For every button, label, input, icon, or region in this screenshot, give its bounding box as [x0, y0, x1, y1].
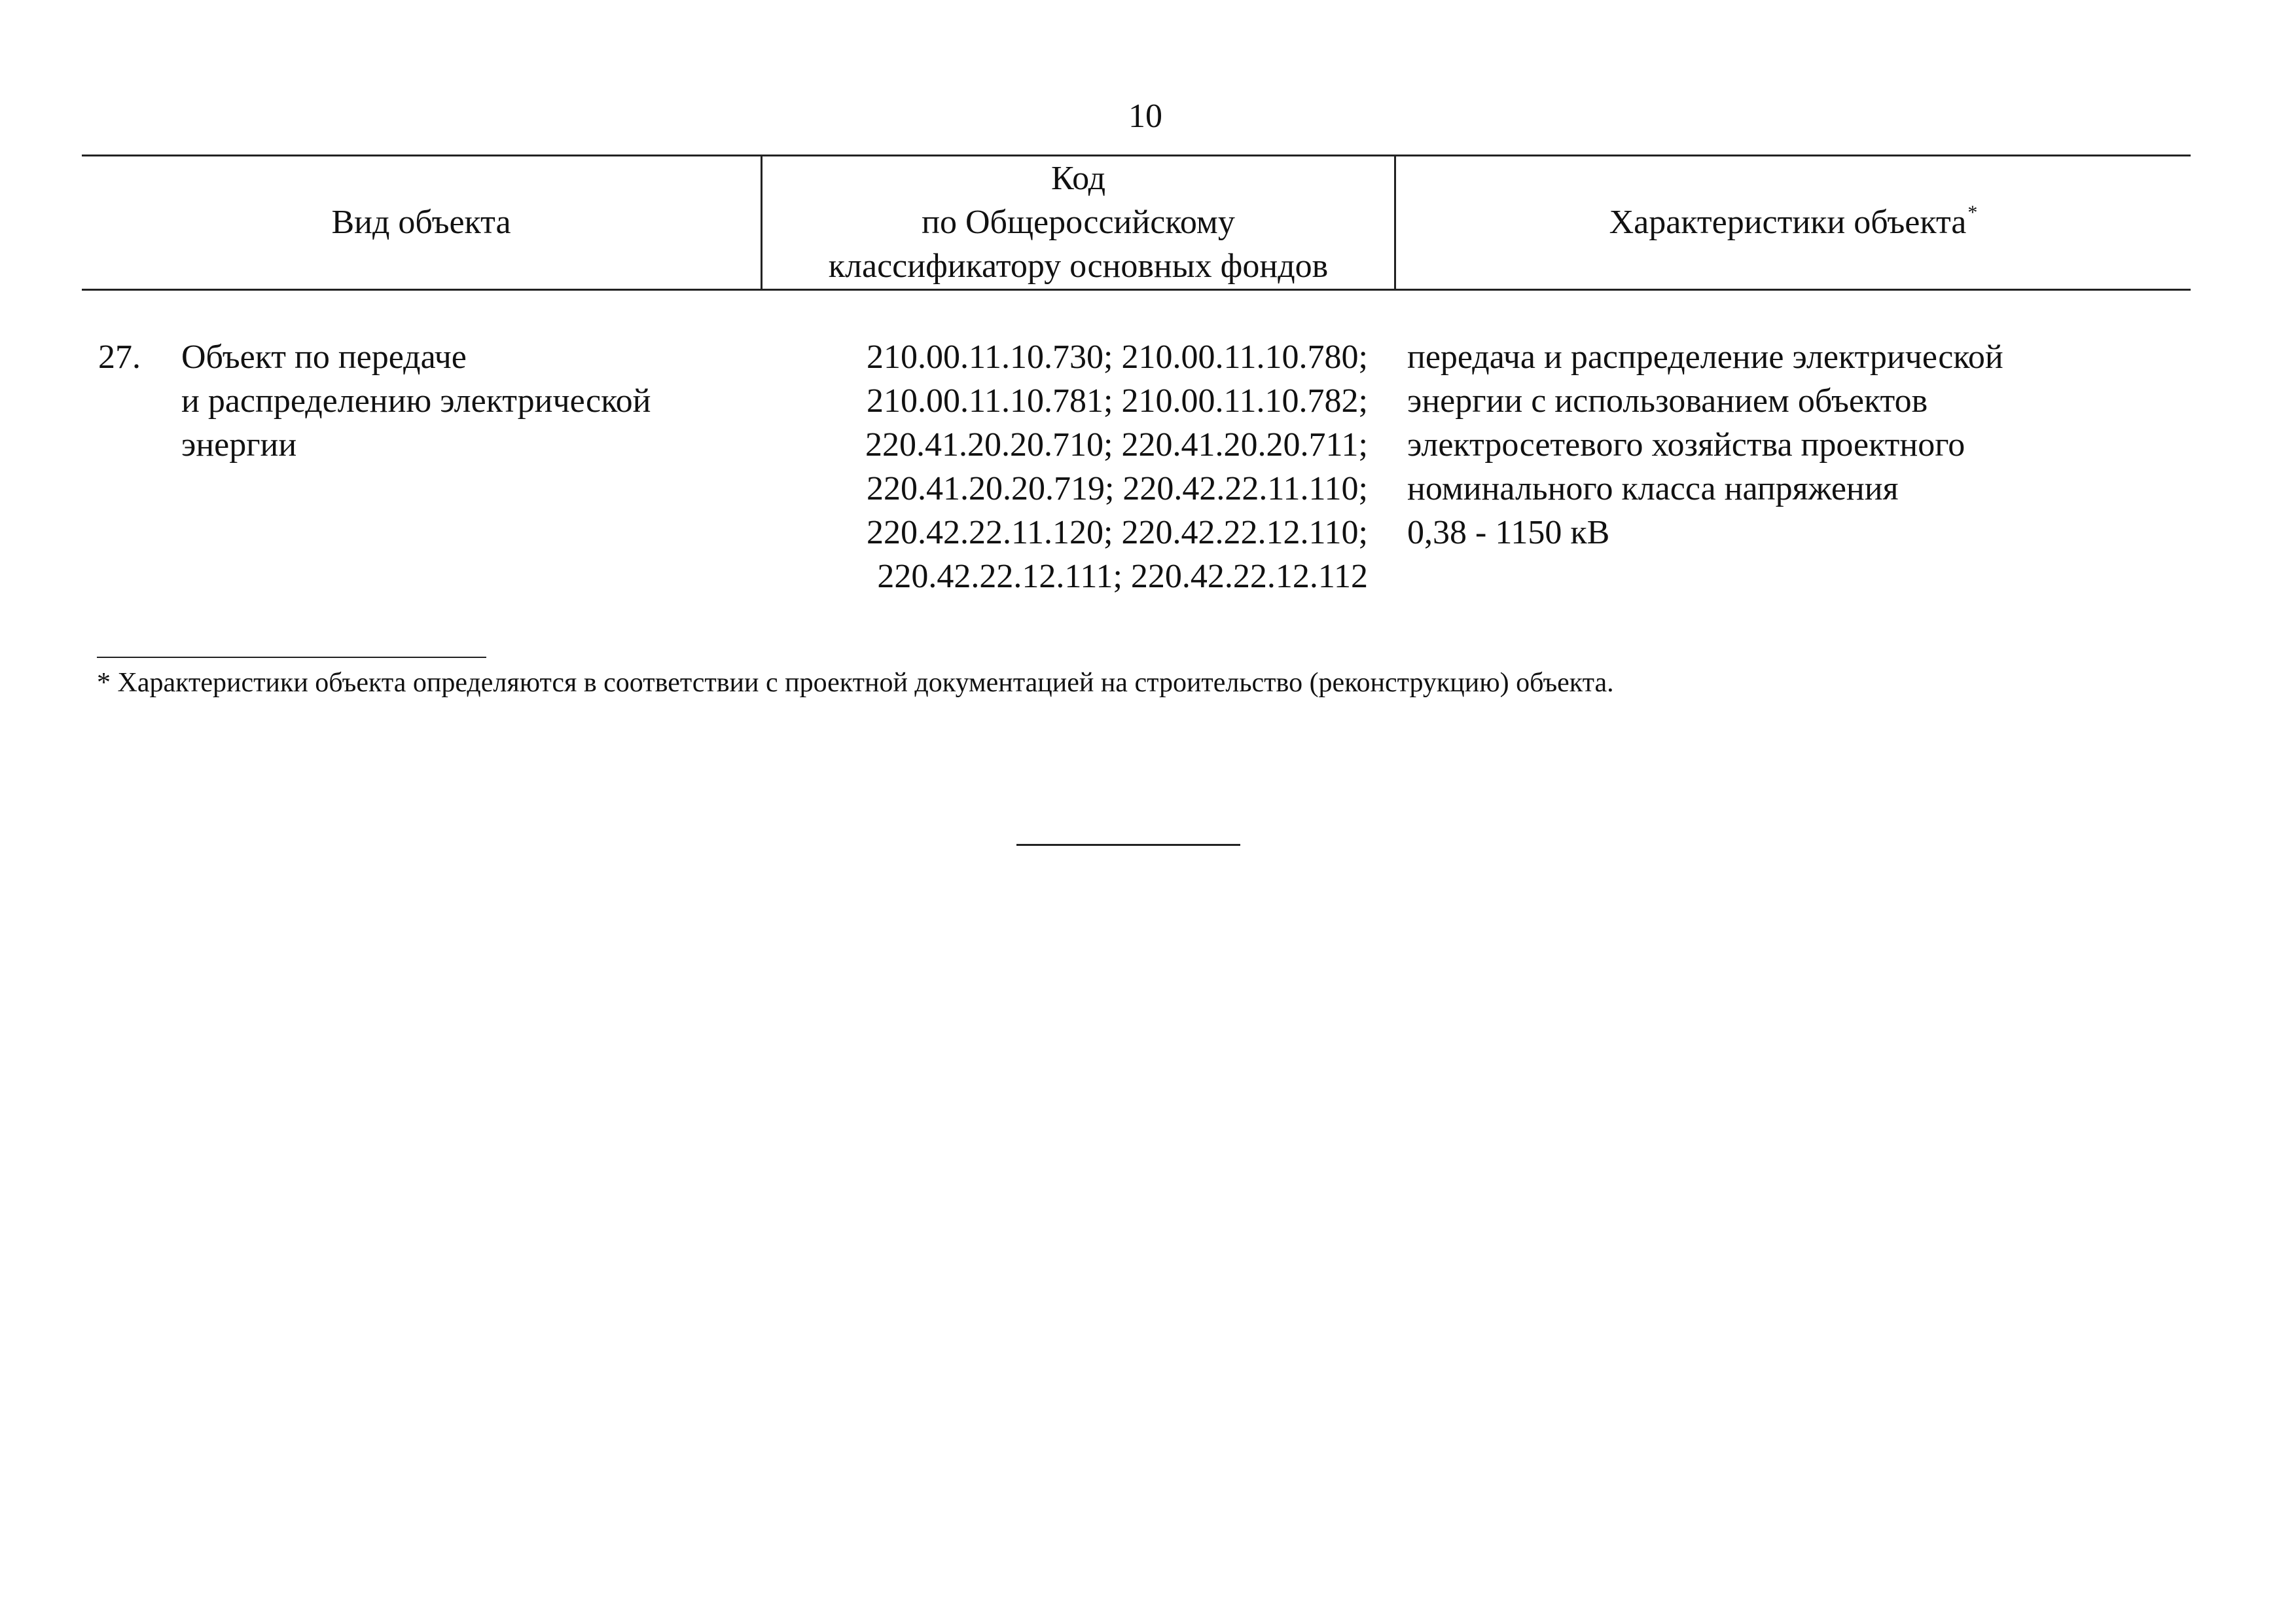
- page-number: 10: [1128, 98, 1162, 135]
- header-code: [762, 156, 1394, 288]
- header-code-line-2: по Общероссийскому: [922, 204, 1235, 241]
- header-object-type: [82, 200, 761, 244]
- row-characteristics-line: передача и распределение электрической: [1407, 338, 2003, 376]
- row-code-line: 210.00.11.10.781; 210.00.11.10.782;: [866, 382, 1368, 420]
- row-number: 27.: [98, 338, 141, 376]
- header-characteristics: [1396, 200, 2191, 249]
- row-codes: [759, 335, 1368, 598]
- row-characteristics-line: энергии с использованием объектов: [1407, 382, 1928, 420]
- header-characteristics-label: Характеристики объекта: [1609, 204, 1967, 241]
- row-code-line: 220.41.20.20.710; 220.41.20.20.711;: [865, 426, 1368, 464]
- row-object-type: [181, 335, 651, 467]
- row-characteristics-line: электросетевого хозяйства проектного: [1407, 426, 1965, 464]
- row-object-type-line: энергии: [181, 426, 297, 464]
- row-code-line: 220.41.20.20.719; 220.42.22.11.110;: [866, 470, 1368, 507]
- row-characteristics-line: 0,38 - 1150 кВ: [1407, 514, 1610, 551]
- end-rule: [1016, 844, 1240, 846]
- footnote-separator: [97, 657, 486, 658]
- row-code-line: 220.42.22.12.111; 220.42.22.12.112: [877, 558, 1368, 595]
- header-code-line-3: классификатору основных фондов: [828, 247, 1329, 285]
- row-characteristics: [1407, 335, 2003, 555]
- row-object-type-line: Объект по передаче: [181, 338, 467, 376]
- header-object-type-label: Вид объекта: [331, 204, 511, 241]
- table-header-bottom-rule: [82, 289, 2191, 291]
- row-code-line: 210.00.11.10.730; 210.00.11.10.780;: [866, 338, 1368, 376]
- footnote-mark: *: [1967, 202, 1978, 223]
- row-code-line: 220.42.22.11.120; 220.42.22.12.110;: [866, 514, 1368, 551]
- header-code-line-1: Код: [1050, 160, 1106, 197]
- row-characteristics-line: номинального класса напряжения: [1407, 470, 1899, 507]
- row-object-type-line: и распределению электрической: [181, 382, 651, 420]
- footnote-text: * Характеристики объекта определяются в соответствии с проектной документацией на строительство (реконструкцию) объекта.: [97, 668, 1614, 698]
